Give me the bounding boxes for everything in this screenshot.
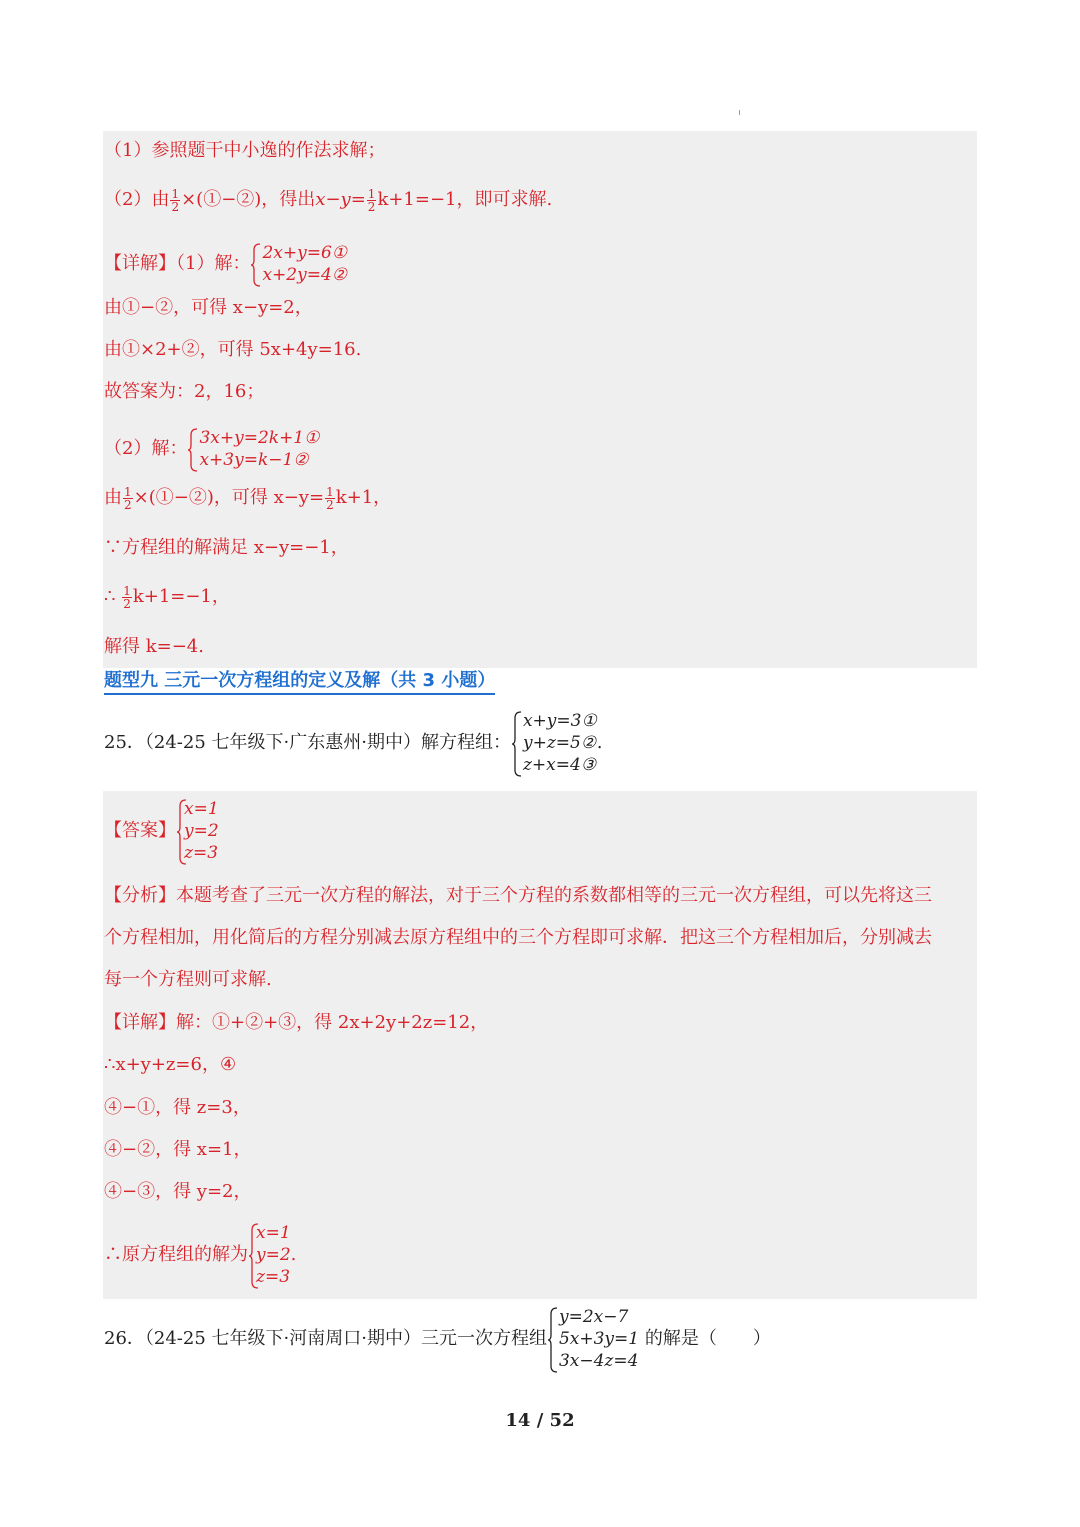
detail-25-step-5: ④−③，得 y=2， (104, 1181, 252, 1202)
equation-system-2 (187, 427, 319, 471)
detail-part2: （2）解： 3x+y=2k+1① x+3y=k−1② (104, 427, 319, 471)
equation-1: y=2x−7 (558, 1307, 629, 1327)
equation-system-q26 (547, 1306, 639, 1372)
equation-2: x+3y=k−1② (199, 450, 309, 470)
detail-part1: 【详解】（1）解： 2x+y=6① x+2y=4② (104, 242, 347, 286)
equation-system-q25 (511, 710, 597, 776)
answer-25: 【答案】 x=1 y=2 z=3 (104, 798, 219, 864)
left-brace-icon (250, 242, 262, 288)
fraction-half: $\frac{1}{2}$ (171, 186, 180, 214)
equation-2: 5x+3y=1 (558, 1329, 640, 1349)
detail-step-5: ∴ $\frac{1}{2}$ k+1=−1， (104, 583, 230, 611)
question-25: 25．（24-25 七年级下·广东惠州·期中）解方程组： x+y=3① y+z=5② z+x=4③ . (104, 710, 602, 776)
equation-system-1 (250, 242, 347, 286)
answer-system (176, 798, 219, 864)
solution-x: x=1 (256, 1223, 291, 1243)
detail-25-step-2: ∴x+y+z=6，④ (104, 1054, 237, 1075)
detail-25-step-1: 【详解】解：①+②+③，得 2x+2y+2z=12， (104, 1012, 489, 1033)
equation-2: y+z=5② (522, 733, 597, 753)
left-brace-icon (248, 1222, 260, 1290)
detail-step-3: 由 $\frac{1}{2}$ ×(①−②)，可得 x−y= $\frac{1}{2}$ k+1， (104, 484, 392, 512)
top-mark (739, 110, 740, 115)
fraction-half: $\frac{1}{2}$ (367, 186, 376, 214)
answer-y: y=2 (184, 821, 219, 841)
section-heading: 题型九 三元一次方程组的定义及解（共 3 小题） (104, 669, 495, 695)
left-brace-icon (187, 427, 199, 473)
equation-1: 2x+y=6① (262, 243, 348, 263)
solution-z: z=3 (256, 1267, 291, 1287)
equation-3: z+x=4③ (522, 755, 597, 775)
equation-2: x+2y=4② (262, 265, 348, 285)
solution-system (248, 1222, 291, 1288)
left-brace-icon (511, 710, 523, 778)
fraction-half: $\frac{1}{2}$ (124, 484, 132, 512)
equation-3: 3x−4z=4 (558, 1351, 639, 1371)
left-brace-icon (176, 798, 188, 866)
detail-25-step-4: ④−②，得 x=1， (104, 1139, 252, 1160)
hint-line-2: （2）由 $\frac{1}{2}$ ×(①−②)，得出x−y= $\frac{1}{2}$ k+1=−1，即可求解. (104, 186, 553, 214)
hint-line-1: （1）参照题干中小逸的作法求解； (104, 140, 386, 161)
equation-1: 3x+y=2k+1① (199, 428, 320, 448)
detail-step-4: ∵方程组的解满足 x−y=−1， (104, 537, 349, 558)
detail-answer: 故答案为：2，16； (104, 381, 265, 402)
left-brace-icon (547, 1306, 559, 1374)
detail-25-conclusion: ∴原方程组的解为 x=1 y=2 z=3 . (104, 1222, 296, 1288)
answer-z: z=3 (184, 843, 219, 863)
equation-1: x+y=3① (522, 711, 597, 731)
detail-result: 解得 k=−4. (104, 636, 204, 657)
analysis-line-2: 个方程相加，用化简后的方程分别减去原方程组中的三个方程即可求解．把这三个方程相加后，分别减去 (104, 927, 932, 948)
fraction-half: $\frac{1}{2}$ (326, 484, 334, 512)
answer-x: x=1 (184, 799, 219, 819)
detail-step-2: 由①×2+②，可得 5x+4y=16. (104, 339, 362, 360)
solution-y: y=2 (256, 1245, 291, 1265)
analysis-line-1: 【分析】本题考查了三元一次方程的解法，对于三个方程的系数都相等的三元一次方程组，可以先将这三 (104, 885, 932, 906)
detail-step-1: 由①−②，可得 x−y=2， (104, 297, 313, 318)
page-number: 14 / 52 (505, 1410, 575, 1431)
analysis-line-3: 每一个方程则可求解. (104, 969, 272, 990)
fraction-half: $\frac{1}{2}$ (123, 583, 131, 611)
detail-25-step-3: ④−①，得 z=3， (104, 1097, 251, 1118)
question-26: 26．（24-25 七年级下·河南周口·期中）三元一次方程组 y=2x−7 5x+3y=1 3x−4z=4 的解是（ ） (104, 1306, 771, 1372)
